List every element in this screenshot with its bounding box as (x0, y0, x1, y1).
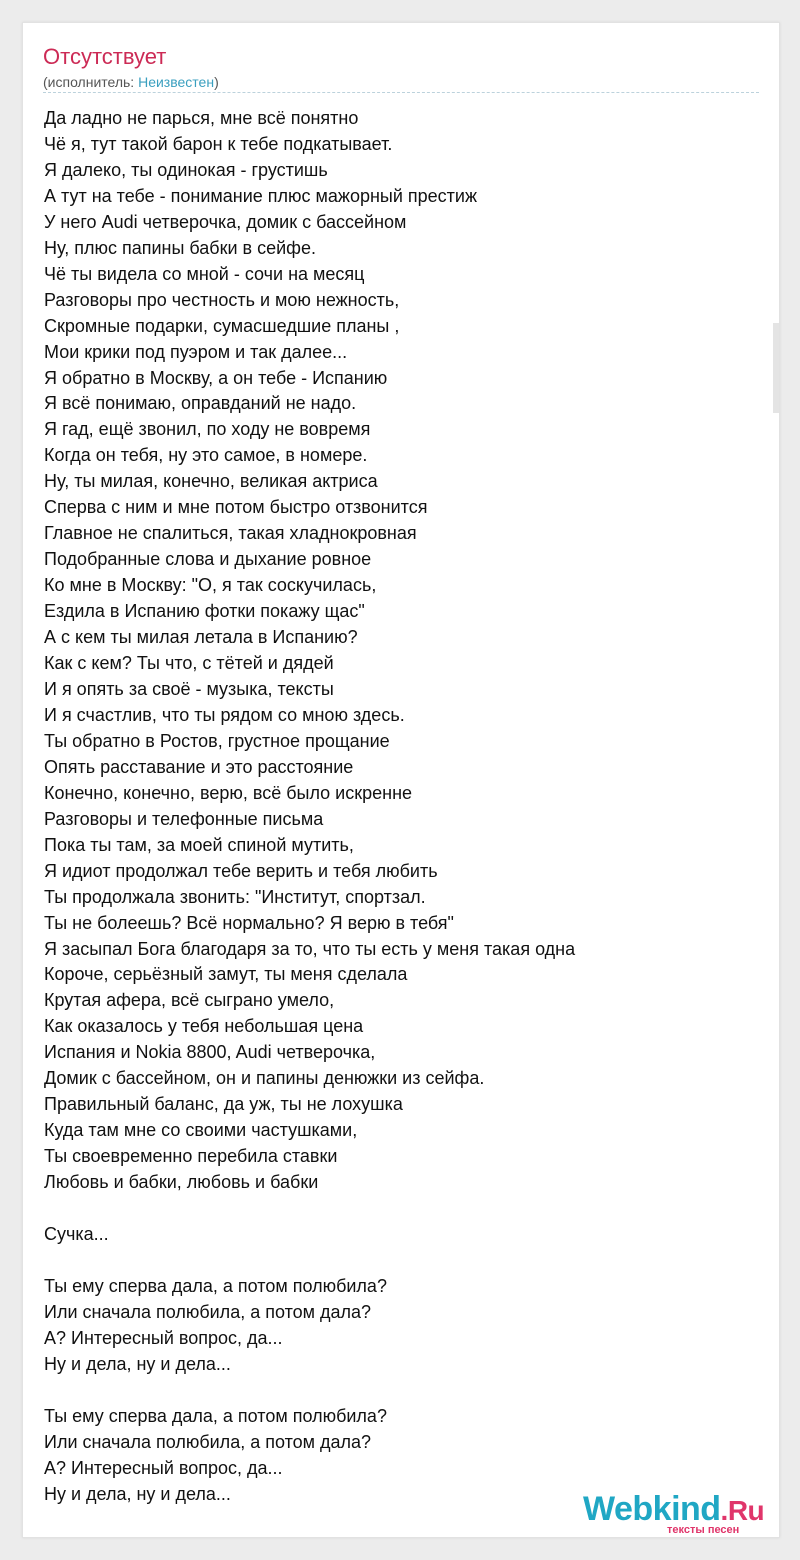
lyrics-line: Я всё понимаю, оправданий не надо. (44, 393, 357, 414)
lyrics-line: Подобранные слова и дыхание ровное (44, 549, 372, 570)
lyrics-line: Как с кем? Ты что, с тётей и дядей (44, 653, 334, 674)
lyrics-line: Как оказалось у тебя небольшая цена (44, 1016, 364, 1037)
lyrics-line: А с кем ты милая летала в Испанию? (44, 627, 358, 648)
lyrics-line: Да ладно не парься, мне всё понятно (44, 108, 359, 128)
right-edge-tab (773, 323, 779, 413)
lyrics-line: Скромные подарки, сумасшедшие планы , (44, 315, 400, 336)
logo-domain: .Ru (720, 1495, 765, 1526)
lyrics-line: Ты не болеешь? Всё нормально? Я верю в тебя" (44, 912, 454, 933)
lyrics-line: Ты ему сперва дала, а потом полюбила? (44, 1275, 387, 1296)
lyrics-line: Опять расставание и это расстояние (44, 756, 354, 777)
lyrics-line: Разговоры про честность и мою нежность, (44, 289, 400, 310)
lyrics-line: Короче, серьёзный замут, ты меня сделала (44, 964, 408, 985)
lyrics-line: Мои крики под пуэром и так далее... (44, 341, 348, 362)
lyrics-line: А? Интересный вопрос, да... (44, 1327, 283, 1348)
lyrics-card (22, 22, 780, 1538)
lyrics-line: Я засыпал Бога благодаря за то, что ты есть у меня такая одна (44, 938, 576, 959)
lyrics-line: И я опять за своё - музыка, тексты (44, 678, 334, 699)
lyrics-line: Чё я, тут такой барон к тебе подкатывает. (44, 133, 393, 154)
lyrics-line: Ну, ты милая, конечно, великая актриса (44, 471, 378, 492)
lyrics-line: У него Audi четверочка, домик с бассейном (44, 211, 407, 232)
lyrics-line: Правильный баланс, да уж, ты не лохушка (44, 1094, 403, 1115)
lyrics-line: Ездила в Испанию фотки покажу щас" (44, 601, 365, 622)
title-divider (43, 92, 759, 93)
lyrics-text (44, 106, 764, 1507)
lyrics-line: Ты продолжала звонить: "Институт, спортзал. (44, 886, 426, 907)
lyrics-line: Сперва с ним и мне потом быстро отзвонится (44, 497, 428, 518)
logo-main-text: Webkind (583, 1490, 721, 1528)
lyrics-line: Домик с бассейном, он и папины денюжки из сейфа. (44, 1068, 485, 1089)
lyrics-line: Разговоры и телефонные письма (44, 808, 324, 829)
artist-prefix: (исполнитель: (43, 74, 139, 90)
lyrics-line: Ну, плюс папины бабки в сейфе. (44, 237, 316, 258)
lyrics-line: Любовь и бабки, любовь и бабки (44, 1172, 319, 1193)
lyrics-line: Сучка... (44, 1223, 109, 1244)
lyrics-line: Чё ты видела со мной - сочи на месяц (44, 263, 365, 284)
lyrics-line: Я гад, ещё звонил, по ходу не вовремя (44, 419, 371, 440)
lyrics-line: Ты своевременно перебила ставки (44, 1146, 338, 1167)
lyrics-line: А? Интересный вопрос, да... (44, 1457, 283, 1478)
lyrics-line: Я далеко, ты одинокая - грустишь (44, 159, 328, 180)
lyrics-line: Испания и Nokia 8800, Audi четверочка, (44, 1042, 376, 1063)
artist-suffix: ) (214, 74, 219, 90)
lyrics-line: Крутая афера, всё сыграно умело, (44, 990, 335, 1011)
lyrics-line: Ты обратно в Ростов, грустное прощание (44, 730, 390, 751)
lyrics-line: Или сначала полюбила, а потом дала? (44, 1431, 372, 1452)
lyrics-line: Ко мне в Москву: "О, я так соскучилась, (44, 575, 377, 596)
artist-line (43, 73, 219, 91)
lyrics-line: Ты ему сперва дала, а потом полюбила? (44, 1405, 387, 1426)
lyrics-line: Или сначала полюбила, а потом дала? (44, 1301, 372, 1322)
artist-link[interactable]: Неизвестен (138, 74, 215, 90)
lyrics-line: Куда там мне со своими частушками, (44, 1120, 358, 1141)
lyrics-line: Когда он тебя, ну это самое, в номере. (44, 445, 368, 466)
lyrics-line: И я счастлив, что ты рядом со мною здесь. (44, 704, 405, 725)
lyrics-line: Конечно, конечно, верю, всё было искренне (44, 782, 413, 803)
lyrics-line: Главное не спалиться, такая хладнокровная (44, 523, 417, 544)
lyrics-line: Ну и дела, ну и дела... (44, 1483, 231, 1504)
lyrics-line: Я идиот продолжал тебе верить и тебя любить (44, 860, 438, 881)
lyrics-line: Пока ты там, за моей спиной мутить, (44, 834, 354, 855)
webkind-logo[interactable] (583, 1489, 783, 1541)
lyrics-line: Ну и дела, ну и дела... (44, 1353, 231, 1374)
song-title: Отсутствует (43, 44, 167, 69)
lyrics-line: А тут на тебе - понимание плюс мажорный престиж (44, 185, 478, 206)
lyrics-line: Я обратно в Москву, а он тебе - Испанию (44, 367, 388, 388)
logo-tagline: тексты песен (667, 1524, 740, 1536)
